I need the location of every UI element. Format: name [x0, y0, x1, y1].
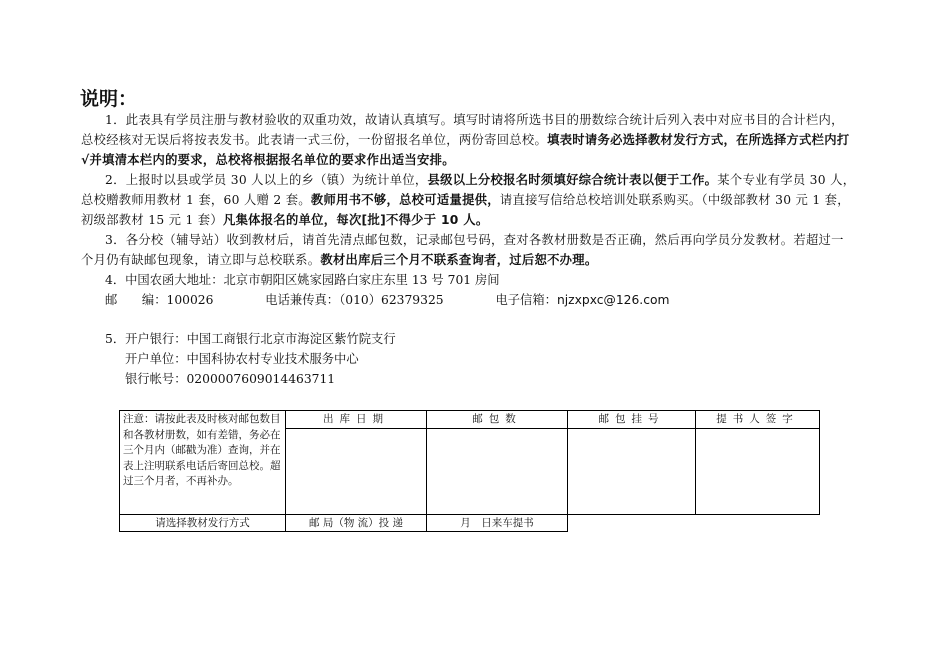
bank-line: 5．开户银行：中国工商银行北京市海淀区紫竹院支行: [105, 332, 396, 346]
header-signature: 提书人签字: [696, 411, 820, 429]
notice-cell: 注意：请按此表及时核对邮包数目和各教材册数，如有差错，务必在三个月内（邮戳为准）查询，并在表上注明联系电话后寄回总校。超过三个月者，不再补办。: [120, 411, 286, 515]
postcode-label: 邮 编：: [105, 293, 167, 307]
instruction-1-text: 1．此表具有学员注册与教材验收的双重功效，故请认真填写。填写时请将所选书目的册数综合统计后列入表中对应书目的合计栏内，总校经核对无误后将按表发书。此表请一式三份，一份留报名单位，两份寄回总校。: [81, 113, 844, 147]
table-footer-row: [120, 515, 820, 532]
delivery-form-table: [119, 410, 820, 532]
instruction-2: [81, 170, 856, 230]
instruction-2-bold-a: 县级以上分校报名时须填好综合统计表以便于工作。: [427, 173, 718, 187]
parcel-count-field[interactable]: [427, 429, 568, 515]
contact-line: [105, 290, 669, 310]
header-ship-date: 出库日期: [286, 411, 427, 429]
instruction-3: [81, 230, 856, 270]
delivery-method-label: 请选择教材发行方式: [120, 515, 286, 532]
account-unit-line: 开户单位：中国科协农村专业技术服务中心: [125, 352, 359, 366]
page-title: 说明：: [80, 88, 138, 110]
address-line: 4．中国农函大地址：北京市朝阳区姚家园路白家庄东里 13 号 701 房间: [105, 273, 500, 287]
delivery-option-pickup[interactable]: 月 日来车提书: [427, 515, 568, 532]
instruction-1-bold: 填表时请务必选择教材发行方式，在所选择方式栏内打√并填清本栏内的要求，总校将根据报名单位的要求作出适当安排。: [81, 133, 850, 167]
instruction-2-bold-b: 教师用书不够，总校可适量提供，: [310, 193, 500, 207]
phone-label: 电话兼传真：: [265, 293, 340, 307]
header-parcel-registration: 邮包挂号: [568, 411, 696, 429]
table-header-row: [120, 411, 820, 429]
empty-cell: [568, 515, 696, 532]
instruction-2-bold-c: 凡集体报名的单位，每次[批]不得少于 10 人。: [222, 213, 489, 227]
signature-field[interactable]: [696, 429, 820, 515]
email-label: 电子信箱：: [495, 293, 557, 307]
phone-value: （010）62379325: [339, 293, 444, 307]
email-value: njzxpxc@126.com: [556, 293, 670, 307]
account-number-line: 银行帐号：0200007609014463711: [125, 372, 336, 386]
header-parcel-count: 邮包数: [427, 411, 568, 429]
instruction-2-text-b: 某个专业有学员 30 人，总校赠教师用教材 1 套，60 人赠 2 套。: [81, 173, 856, 207]
instruction-3-bold: 教材出库后三个月不联系查询者，过后恕不办理。: [320, 253, 598, 267]
delivery-option-post[interactable]: 邮 局（物 流）投 递: [286, 515, 427, 532]
ship-date-field[interactable]: [286, 429, 427, 515]
instruction-2-text-c: 请直接写信给总校培训处联系购买。（中级部教材 30 元 1 套，初级部教材 15 元 1 套）: [81, 193, 850, 227]
instruction-3-text: 3．各分校（辅导站）收到教材后，请首先清点邮包数，记录邮包号码，查对各教材册数是否正确，然后再向学员分发教材。若超过一个月仍有缺邮包现象，请立即与总校联系。: [81, 233, 844, 267]
empty-cell: [696, 515, 820, 532]
postcode-value: 100026: [166, 293, 214, 307]
parcel-registration-field[interactable]: [568, 429, 696, 515]
instruction-1: [81, 110, 856, 170]
instruction-2-text-a: 2．上报时以县或学员 30 人以上的乡（镇）为统计单位，: [105, 173, 428, 187]
